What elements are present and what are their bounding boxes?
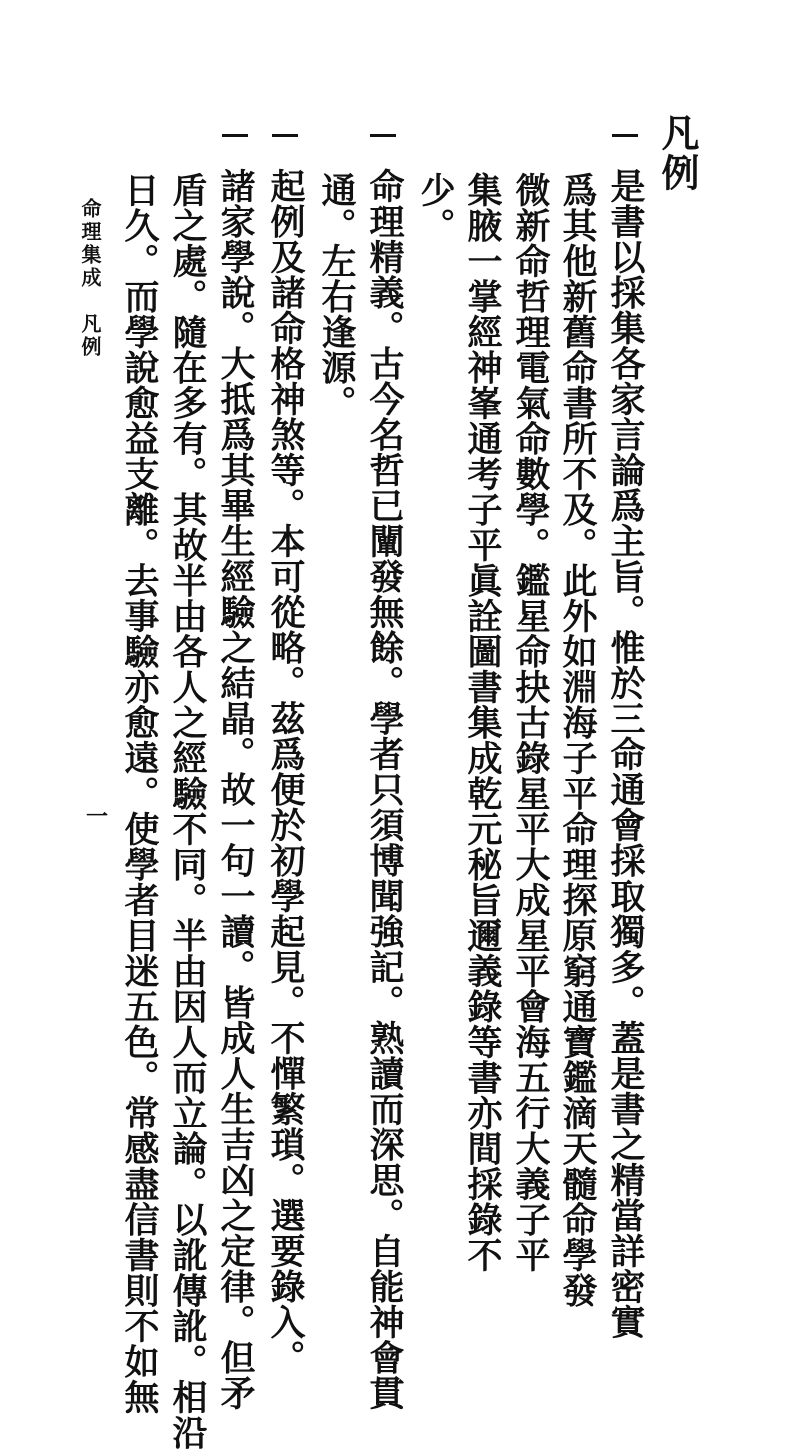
entry-1-line-4: 集腋一掌經神峯通考子平眞詮圖書集成乾元秘旨邇義錄等書亦間採錄不	[462, 172, 503, 1273]
entry-marker	[370, 134, 396, 137]
running-header: 命理集成 凡例	[78, 198, 102, 359]
entry-1-line-5: 少。	[415, 172, 456, 243]
entry-1-line-2: 爲其他新舊命書所不及。此外如淵海子平命理探原窮通寶鑑滴天髓命學發	[557, 172, 598, 1308]
entry-marker	[612, 134, 638, 137]
entry-4-line-2: 盾之處。隨在多有。其故半由各人之經驗不同。半由因人而立論。以訛傳訛。相沿	[167, 172, 208, 1450]
entry-4-line-1: 諸家學說。大抵爲其畢生經驗之結晶。故一句一讀。皆成人生吉凶之定律。但矛	[215, 168, 256, 1411]
entry-marker	[222, 134, 248, 137]
page-title: 凡例	[655, 113, 700, 193]
entry-1-line-3: 微新命哲理電氣命數學。鑑星命抉古錄星平大成星平會海五行大義子平	[510, 172, 551, 1273]
entry-1-line-1: 是書以採集各家言論爲主旨。惟於三命通會採取獨多。蓋是書之精當詳密實	[605, 168, 646, 1340]
entry-2-line-1: 命理精義。古今名哲已闡發無餘。學者只須博聞強記。熟讀而深思。自能神會貫	[364, 168, 405, 1411]
entry-3-line-1: 起例及諸命格神煞等。本可從略。茲爲便於初學起見。不憚繁瑣。選要錄入。	[265, 168, 306, 1375]
entry-marker	[272, 134, 298, 137]
entry-4-line-3: 日久。而學說愈益支離。去事驗亦愈遠。使學者目迷五色。常感盡信書則不如無	[119, 172, 160, 1415]
entry-2-line-2: 通。左右逢源。	[316, 172, 357, 421]
page-number: 一	[86, 804, 109, 830]
